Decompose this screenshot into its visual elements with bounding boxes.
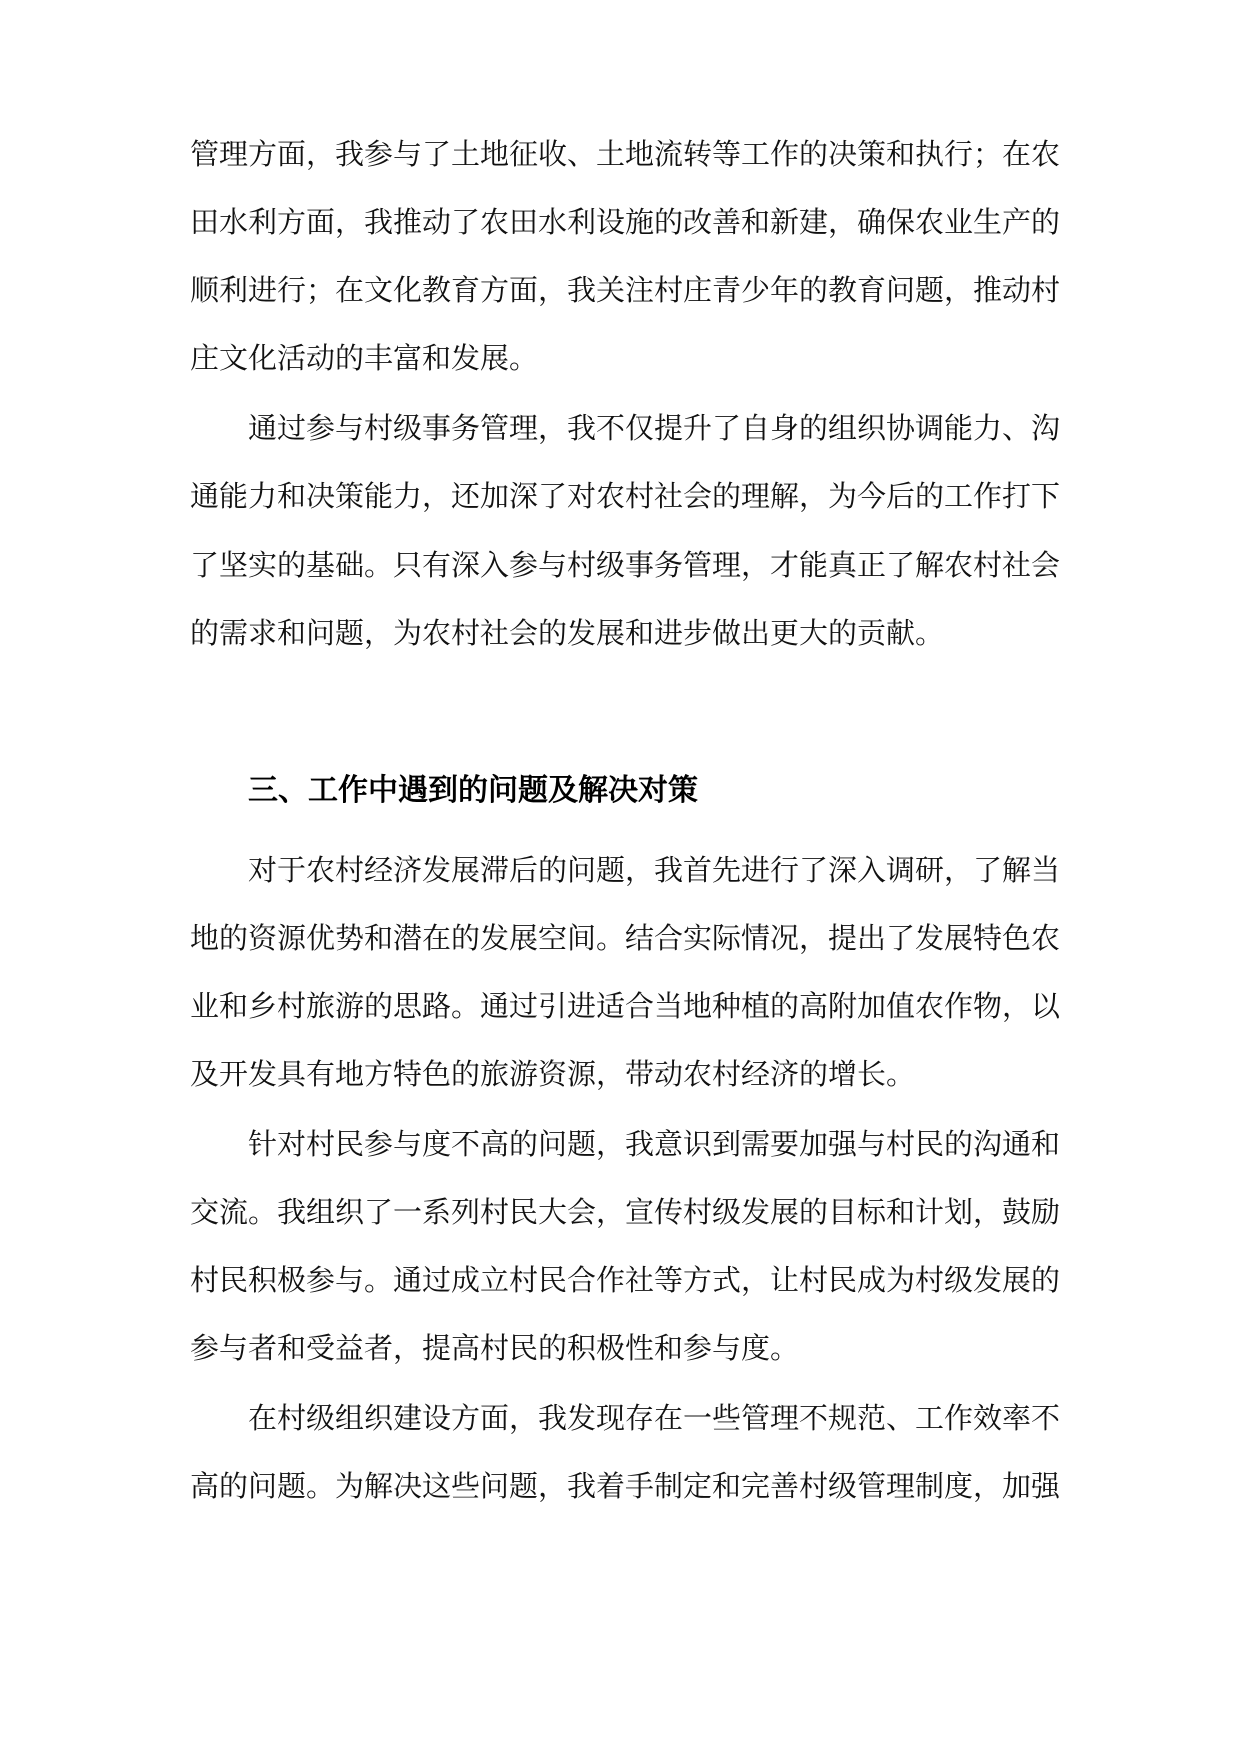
paragraph-2-line: 的需求和问题，为农村社会的发展和进步做出更大的贡献。 [190, 616, 945, 650]
paragraph-1-line: 田水利方面，我推动了农田水利设施的改善和新建，确保农业生产的 [190, 205, 1061, 239]
paragraph-3-line: 对于农村经济发展滞后的问题，我首先进行了深入调研，了解当 [248, 853, 1061, 887]
paragraph-2-line: 通能力和决策能力，还加深了对农村社会的理解，为今后的工作打下 [190, 479, 1061, 513]
paragraph-2-line: 通过参与村级事务管理，我不仅提升了自身的组织协调能力、沟 [248, 411, 1061, 445]
paragraph-3-line: 地的资源优势和潜在的发展空间。结合实际情况，提出了发展特色农 [190, 921, 1061, 955]
paragraph-1-line: 庄文化活动的丰富和发展。 [190, 341, 539, 375]
paragraph-4-line: 针对村民参与度不高的问题，我意识到需要加强与村民的沟通和 [248, 1127, 1061, 1161]
paragraph-4-line: 村民积极参与。通过成立村民合作社等方式，让村民成为村级发展的 [190, 1263, 1061, 1297]
paragraph-4-line: 交流。我组织了一系列村民大会，宣传村级发展的目标和计划，鼓励 [190, 1195, 1061, 1229]
paragraph-3-line: 业和乡村旅游的思路。通过引进适合当地种植的高附加值农作物，以 [190, 989, 1061, 1023]
section-heading: 三、工作中遇到的问题及解决对策 [248, 773, 698, 808]
paragraph-2-line: 了坚实的基础。只有深入参与村级事务管理，才能真正了解农村社会 [190, 548, 1061, 582]
paragraph-5-line: 高的问题。为解决这些问题，我着手制定和完善村级管理制度，加强 [190, 1469, 1061, 1503]
paragraph-1-line: 顺利进行；在文化教育方面，我关注村庄青少年的教育问题，推动村 [190, 273, 1061, 307]
paragraph-5-line: 在村级组织建设方面，我发现存在一些管理不规范、工作效率不 [248, 1401, 1061, 1435]
paragraph-1-line: 管理方面，我参与了土地征收、土地流转等工作的决策和执行；在农 [190, 137, 1061, 171]
paragraph-4-line: 参与者和受益者，提高村民的积极性和参与度。 [190, 1331, 800, 1365]
paragraph-3-line: 及开发具有地方特色的旅游资源，带动农村经济的增长。 [190, 1057, 916, 1091]
